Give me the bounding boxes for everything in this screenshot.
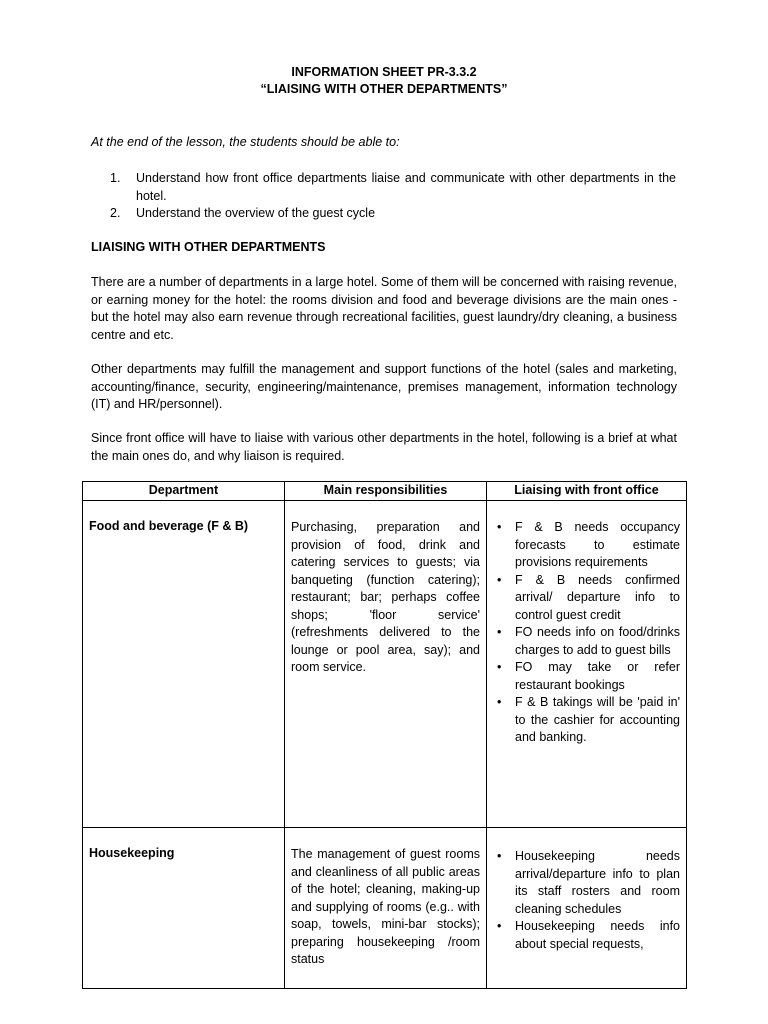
- department-name: Housekeeping: [89, 846, 175, 860]
- table-row: [83, 828, 687, 989]
- list-item-number: 1.: [110, 171, 121, 185]
- list-item: • Housekeeping needs arrival/departure info to plan its staff rosters and room cleaning schedules: [493, 848, 680, 918]
- table-row: [83, 501, 687, 828]
- section-heading: LIAISING WITH OTHER DEPARTMENTS: [91, 240, 326, 254]
- list-item: • F & B takings will be 'paid in' to the cashier for accounting and banking.: [493, 694, 680, 747]
- liaising-list: [493, 848, 680, 953]
- column-header-department: Department: [83, 482, 285, 501]
- document-subtitle: “LIAISING WITH OTHER DEPARTMENTS”: [260, 82, 508, 96]
- responsibilities-cell: [285, 501, 487, 828]
- list-item: • FO may take or refer restaurant bookings: [493, 659, 680, 694]
- list-item-text: Understand how front office departments liaise and communicate with other departments in the hotel.: [136, 171, 676, 203]
- list-item-number: 2.: [110, 206, 121, 220]
- department-cell: [83, 501, 285, 828]
- objectives-list: [110, 170, 676, 223]
- responsibilities-text: The management of guest rooms and cleanliness of all public areas of the hotel; cleaning, making-up and supplying of rooms (e.g.. with soap, towels, mini-bar stocks); preparing housekeeping /room status: [291, 847, 480, 966]
- list-item: [110, 205, 676, 223]
- responsibilities-text: Purchasing, preparation and provision of food, drink and catering services to guests; via banqueting (function catering); restaurant; bar; perhaps coffee shops; 'floor service' (refreshments delivered to the lounge or pool area, say); and room service.: [291, 520, 480, 674]
- list-item: • F & B needs confirmed arrival/ departure info to control guest credit: [493, 572, 680, 625]
- department-cell: [83, 828, 285, 989]
- list-item: • FO needs info on food/drinks charges to add to guest bills: [493, 624, 680, 659]
- list-item: [110, 170, 676, 205]
- liaising-cell: [487, 501, 687, 828]
- list-item: • F & B needs occupancy forecasts to estimate provisions requirements: [493, 519, 680, 572]
- paragraph-support-functions: Other departments may fulfill the management and support functions of the hotel (sales and marketing, accounting/finance, security, engineering/maintenance, premises management, information technology (IT) and HR/personnel).: [91, 362, 677, 411]
- document-title: INFORMATION SHEET PR-3.3.2: [291, 65, 477, 79]
- objectives-intro: At the end of the lesson, the students should be able to:: [91, 135, 400, 149]
- list-item: • Housekeeping needs info about special requests,: [493, 918, 680, 953]
- department-name: Food and beverage (F & B): [89, 519, 249, 533]
- column-header-responsibilities: Main responsibilities: [285, 482, 487, 501]
- responsibilities-cell: [285, 828, 487, 989]
- column-header-liaising: Liaising with front office: [487, 482, 687, 501]
- departments-table: [82, 481, 687, 989]
- table-header-row: [83, 482, 687, 501]
- paragraph-revenue: There are a number of departments in a large hotel. Some of them will be concerned with raising revenue, or earning money for the hotel: the rooms division and food and beverage divisions are the main ones - but the hotel may also earn revenue through recreational facilities, guest laundry/dry cleaning, a business centre and etc.: [91, 275, 677, 342]
- liaising-list: [493, 519, 680, 747]
- paragraph-liaison-intro: Since front office will have to liaise with various other departments in the hotel, following is a brief at what the main ones do, and why liaison is required.: [91, 431, 677, 463]
- liaising-cell: [487, 828, 687, 989]
- list-item-text: Understand the overview of the guest cycle: [136, 206, 376, 220]
